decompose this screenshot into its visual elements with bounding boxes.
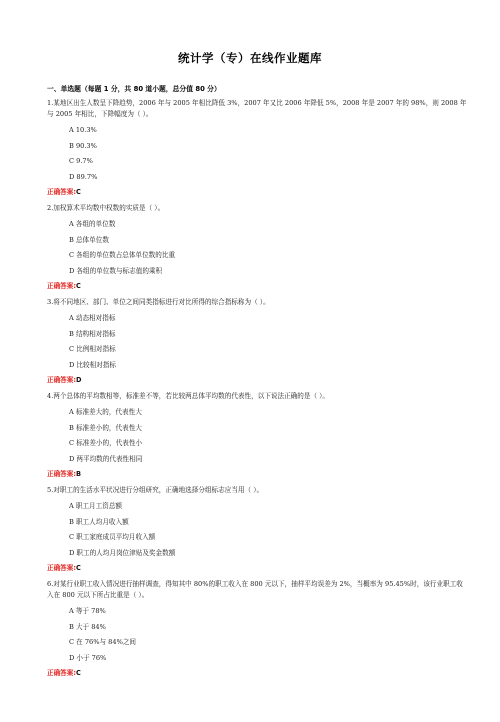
correct-answer-value: B xyxy=(76,470,82,478)
question-list xyxy=(47,98,467,684)
option-a[interactable]: A 职工月工资总额 xyxy=(69,502,123,510)
question-6 xyxy=(47,579,467,679)
correct-answer xyxy=(47,187,467,198)
correct-answer xyxy=(47,375,467,386)
option-b[interactable]: B 总体单位数 xyxy=(69,235,109,244)
option-c[interactable]: C 在 76%与 84%之间 xyxy=(69,638,137,646)
option-b[interactable]: B 标准差小的，代表性大 xyxy=(69,423,142,432)
question-stem: 6.对某行业职工收入情况进行抽样调查，得知其中 80%的职工收入在 800 元以下，抽样平均误差为 2%，当概率为 95.45%时，该行业职工收入在 800 元以下所占比重是（ ）。 xyxy=(47,580,463,599)
question-4 xyxy=(47,391,467,480)
question-stem: 5.对职工的生活水平状况进行分组研究，正确地选择分组标志应当用（ ）。 xyxy=(47,486,264,494)
question-stem: 2.加权算术平均数中权数的实质是（ ）。 xyxy=(47,204,165,212)
question-stem: 1.某地区出生人数呈下降趋势，2006 年与 2005 年相比降低 3%，2007 年又比 2006 年降低 5%，2008 年是 2007 年的 98%，则 2008 年与 2005 年相比，下降幅度为（ ）。 xyxy=(47,99,467,118)
option-d[interactable]: D 比较相对指标 xyxy=(69,360,116,369)
correct-answer-label: 正确答案: xyxy=(47,376,77,384)
question-2 xyxy=(47,203,467,292)
correct-answer-value: C xyxy=(76,564,81,572)
option-a[interactable]: A 标准差大的，代表性大 xyxy=(69,408,142,416)
question-stem: 3.将不同地区、部门、单位之间同类指标进行对比所得的综合指标称为（ ）。 xyxy=(47,298,270,306)
option-d[interactable]: D 89.7% xyxy=(69,172,98,181)
correct-answer-value: D xyxy=(76,376,82,384)
option-b[interactable]: B 职工人均月收入额 xyxy=(69,517,129,526)
correct-answer-label: 正确答案: xyxy=(47,188,77,196)
option-c[interactable]: C 标准差小的，代表性小 xyxy=(69,439,143,447)
option-a[interactable]: A 动态相对指标 xyxy=(69,314,116,322)
correct-answer xyxy=(47,563,467,574)
question-3 xyxy=(47,297,467,386)
correct-answer-label: 正确答案: xyxy=(47,282,77,290)
correct-answer-label: 正确答案: xyxy=(47,564,77,572)
correct-answer-label: 正确答案: xyxy=(47,669,77,677)
correct-answer-label: 正确答案: xyxy=(47,470,77,478)
correct-answer-value: C xyxy=(76,669,81,677)
option-c[interactable]: C 比例相对指标 xyxy=(69,345,116,353)
correct-answer xyxy=(47,281,467,292)
option-c[interactable]: C 各组的单位数占总体单位数的比重 xyxy=(69,251,176,259)
option-c[interactable]: C 职工家庭成员平均月收入额 xyxy=(69,533,156,541)
option-d[interactable]: D 职工的人均月岗位津贴及奖金数额 xyxy=(69,548,176,557)
option-c[interactable]: C 9.7% xyxy=(69,157,93,165)
option-d[interactable]: D 小于 76% xyxy=(69,653,107,662)
question-stem: 4.两个总体的平均数相等，标准差不等，若比较两总体平均数的代表性，以下说法正确的是（ ）。 xyxy=(47,392,330,400)
correct-answer xyxy=(47,469,467,480)
option-d[interactable]: D 两平均数的代表性相同 xyxy=(69,454,143,463)
correct-answer-value: C xyxy=(76,282,81,290)
section-heading: 一、单选题（每题 1 分，共 80 道小题，总分值 80 分） xyxy=(47,85,221,93)
question-5 xyxy=(47,485,467,574)
option-b[interactable]: B 结构相对指标 xyxy=(69,329,116,338)
question-1 xyxy=(47,98,467,198)
option-b[interactable]: B 90.3% xyxy=(69,141,97,150)
option-b[interactable]: B 大于 84% xyxy=(69,622,106,631)
document-title: 统计学（专）在线作业题库 xyxy=(178,51,322,65)
option-a[interactable]: A 各组的单位数 xyxy=(69,220,116,228)
option-d[interactable]: D 各组的单位数与标志值的乘积 xyxy=(69,266,163,275)
option-a[interactable]: A 等于 78% xyxy=(69,607,106,615)
option-a[interactable]: A 10.3% xyxy=(69,126,97,134)
correct-answer xyxy=(47,668,467,679)
correct-answer-value: C xyxy=(76,188,81,196)
